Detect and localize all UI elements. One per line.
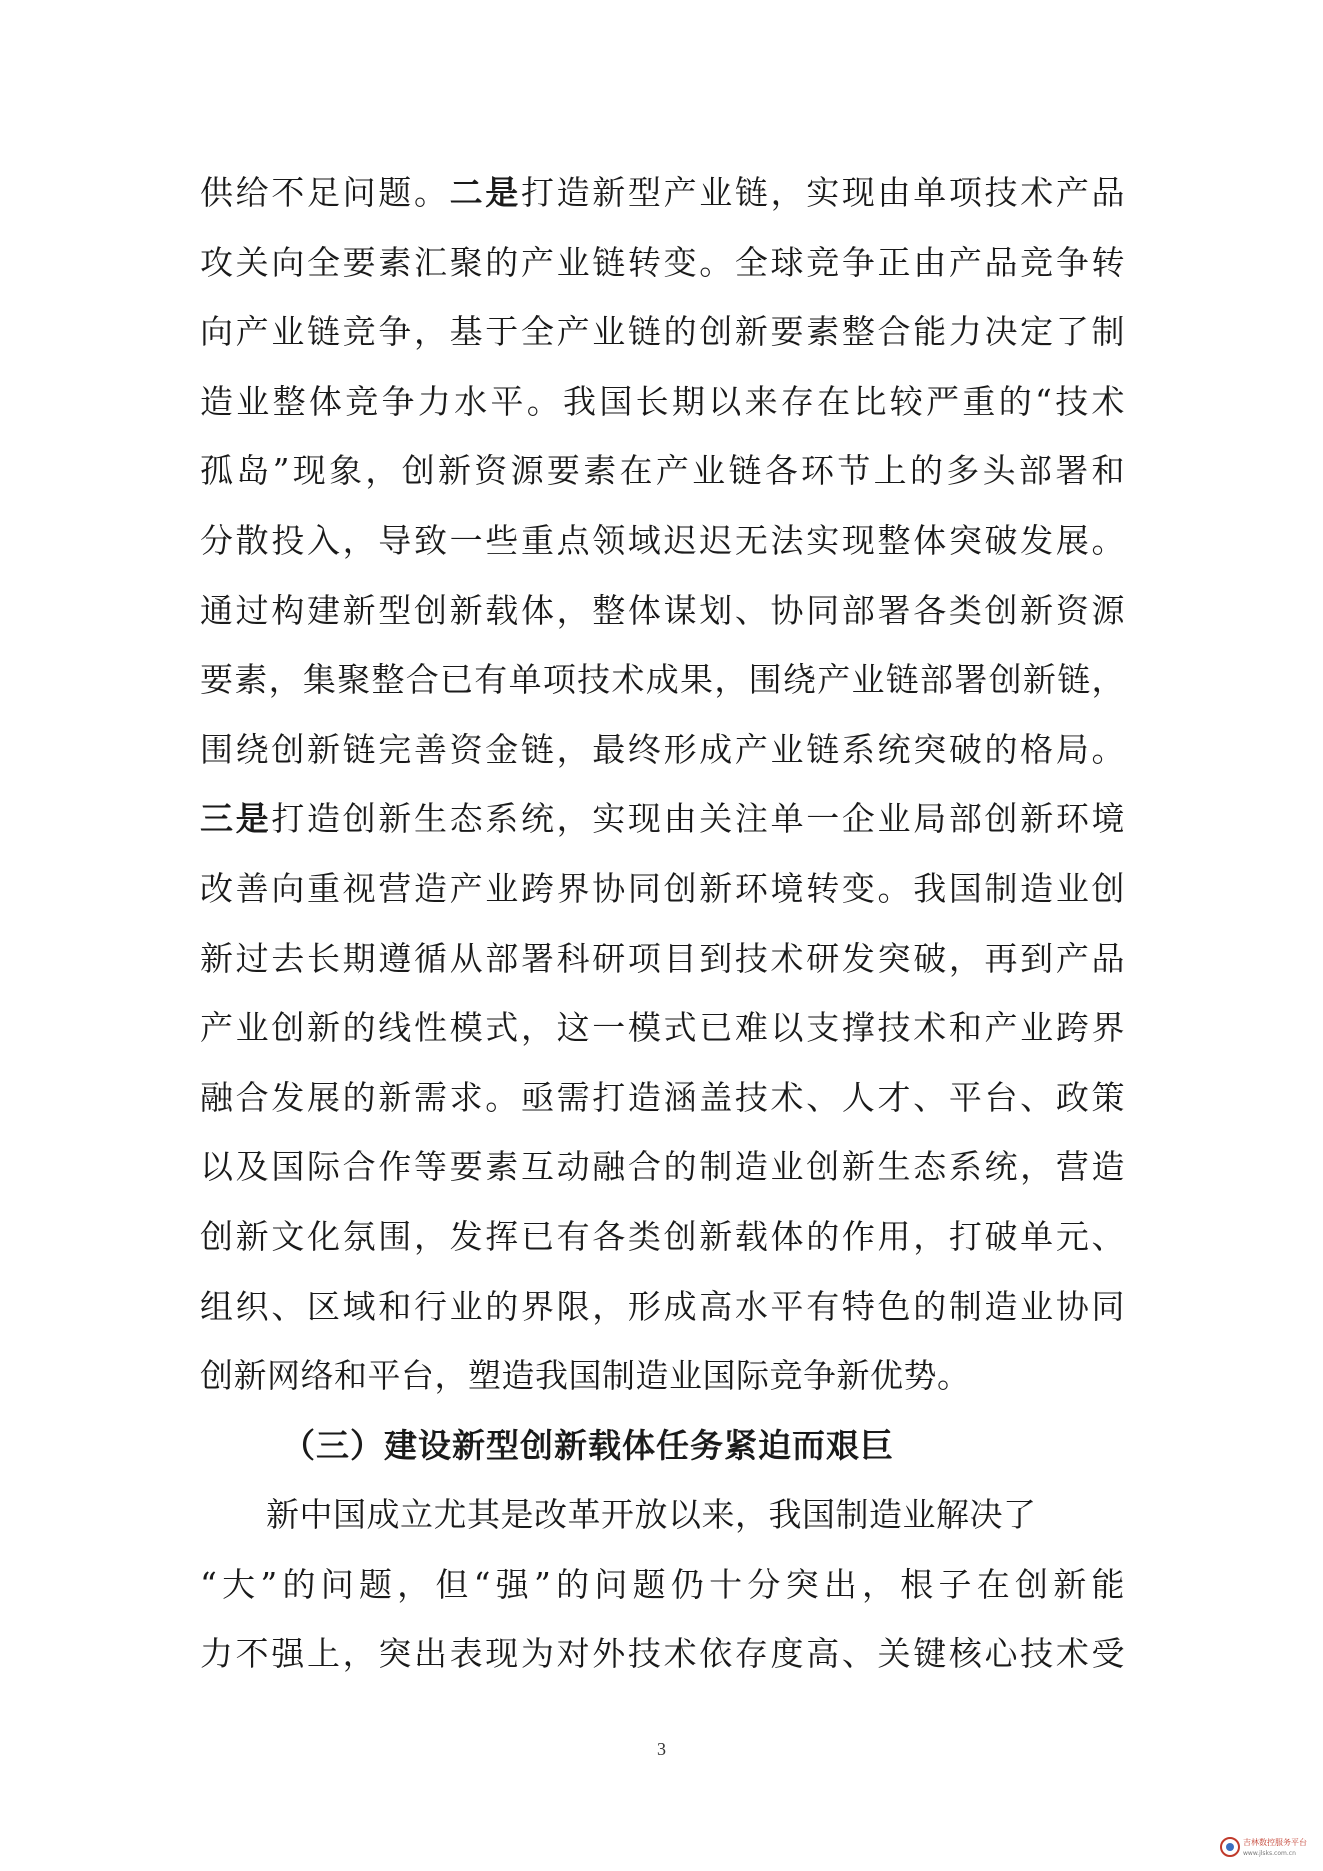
text-segment: 围绕创新链完善资金链，最终形成产业链系统突破的格局。 — [200, 729, 1125, 769]
text-line — [200, 506, 1125, 576]
text-segment: 创新网络和平台，塑造我国制造业国际竞争新优势。 — [200, 1356, 971, 1396]
text-segment: 创新文化氛围，发挥已有各类创新载体的作用，打破单元、 — [200, 1216, 1125, 1256]
text-segment: 攻关向全要素汇聚的产业链转变。全球竞争正由产品竞争转 — [200, 242, 1125, 282]
text-line — [200, 993, 1125, 1063]
text-segment: 打造新型产业链，实现由单项技术产品 — [520, 173, 1126, 212]
watermark-logo — [1219, 1833, 1309, 1861]
text-segment: 要素，集聚整合已有单项技术成果，围绕产业链部署创新链， — [200, 660, 1125, 700]
text-segment: 以及国际合作等要素互动融合的制造业创新生态系统，营造 — [200, 1147, 1125, 1187]
text-line — [200, 1272, 1125, 1342]
text-line — [200, 436, 1125, 506]
text-segment: 改善向重视营造产业跨界协同创新环境转变。我国制造业创 — [200, 868, 1125, 908]
text-line — [200, 1341, 1125, 1411]
watermark-line1: 吉林数控服务平台 — [1243, 1838, 1307, 1847]
text-segment: 打造创新生态系统，实现由关注单一企业局部创新环境 — [271, 799, 1126, 839]
text-segment: 新中国成立尤其是改革开放以来，我国制造业解决了 — [266, 1495, 1037, 1535]
bold-lead-text: 三是 — [200, 799, 272, 839]
page-number: 3 — [657, 1739, 666, 1759]
text-line — [200, 1619, 1125, 1689]
text-line — [200, 645, 1125, 715]
text-segment: 力不强上，突出表现为对外技术依存度高、关键核心技术受 — [200, 1634, 1125, 1674]
text-segment: 新过去长期遵循从部署科研项目到技术研发突破，再到产品 — [200, 938, 1125, 978]
text-segment: 产业创新的线性模式，这一模式已难以支撑技术和产业跨界 — [200, 1008, 1125, 1048]
text-line — [200, 576, 1125, 646]
bold-lead-text: 二是 — [449, 173, 521, 212]
text-segment: “大”的问题，但“强”的问题仍十分突出，根子在创新能 — [200, 1564, 1125, 1604]
text-line — [200, 1550, 1125, 1620]
text-segment: 组织、区域和行业的界限，形成高水平有特色的制造业协同 — [200, 1286, 1125, 1326]
text-segment: 向产业链竞争，基于全产业链的创新要素整合能力决定了制 — [200, 312, 1125, 352]
bold-lead-text: （三）建设新型创新载体任务紧迫而艰巨 — [282, 1425, 894, 1465]
text-segment: 通过构建新型创新载体，整体谋划、协同部署各类创新资源 — [200, 590, 1125, 630]
text-line — [200, 367, 1125, 437]
document-body — [200, 158, 1125, 1689]
text-line — [200, 297, 1125, 367]
text-segment: 孤岛”现象，创新资源要素在产业链各环节上的多头部署和 — [200, 451, 1125, 491]
text-line — [200, 228, 1125, 298]
text-line — [200, 854, 1125, 924]
section-heading — [200, 1411, 1125, 1481]
text-segment: 供给不足问题。 — [200, 173, 450, 212]
text-segment: 融合发展的新需求。亟需打造涵盖技术、人才、平台、政策 — [200, 1077, 1125, 1117]
text-line — [200, 924, 1125, 994]
text-line — [200, 158, 1125, 228]
text-line — [200, 1063, 1125, 1133]
text-line — [200, 1480, 1125, 1550]
text-line — [200, 1202, 1125, 1272]
text-line — [200, 784, 1125, 854]
text-line — [200, 715, 1125, 785]
watermark-icon — [1219, 1833, 1309, 1861]
watermark-line2: www.jlsks.com.cn — [1243, 1850, 1296, 1857]
text-segment: 分散投入，导致一些重点领域迟迟无法实现整体突破发展。 — [200, 520, 1125, 560]
text-segment: 造业整体竞争力水平。我国长期以来存在比较严重的“技术 — [200, 381, 1125, 421]
text-line — [200, 1132, 1125, 1202]
